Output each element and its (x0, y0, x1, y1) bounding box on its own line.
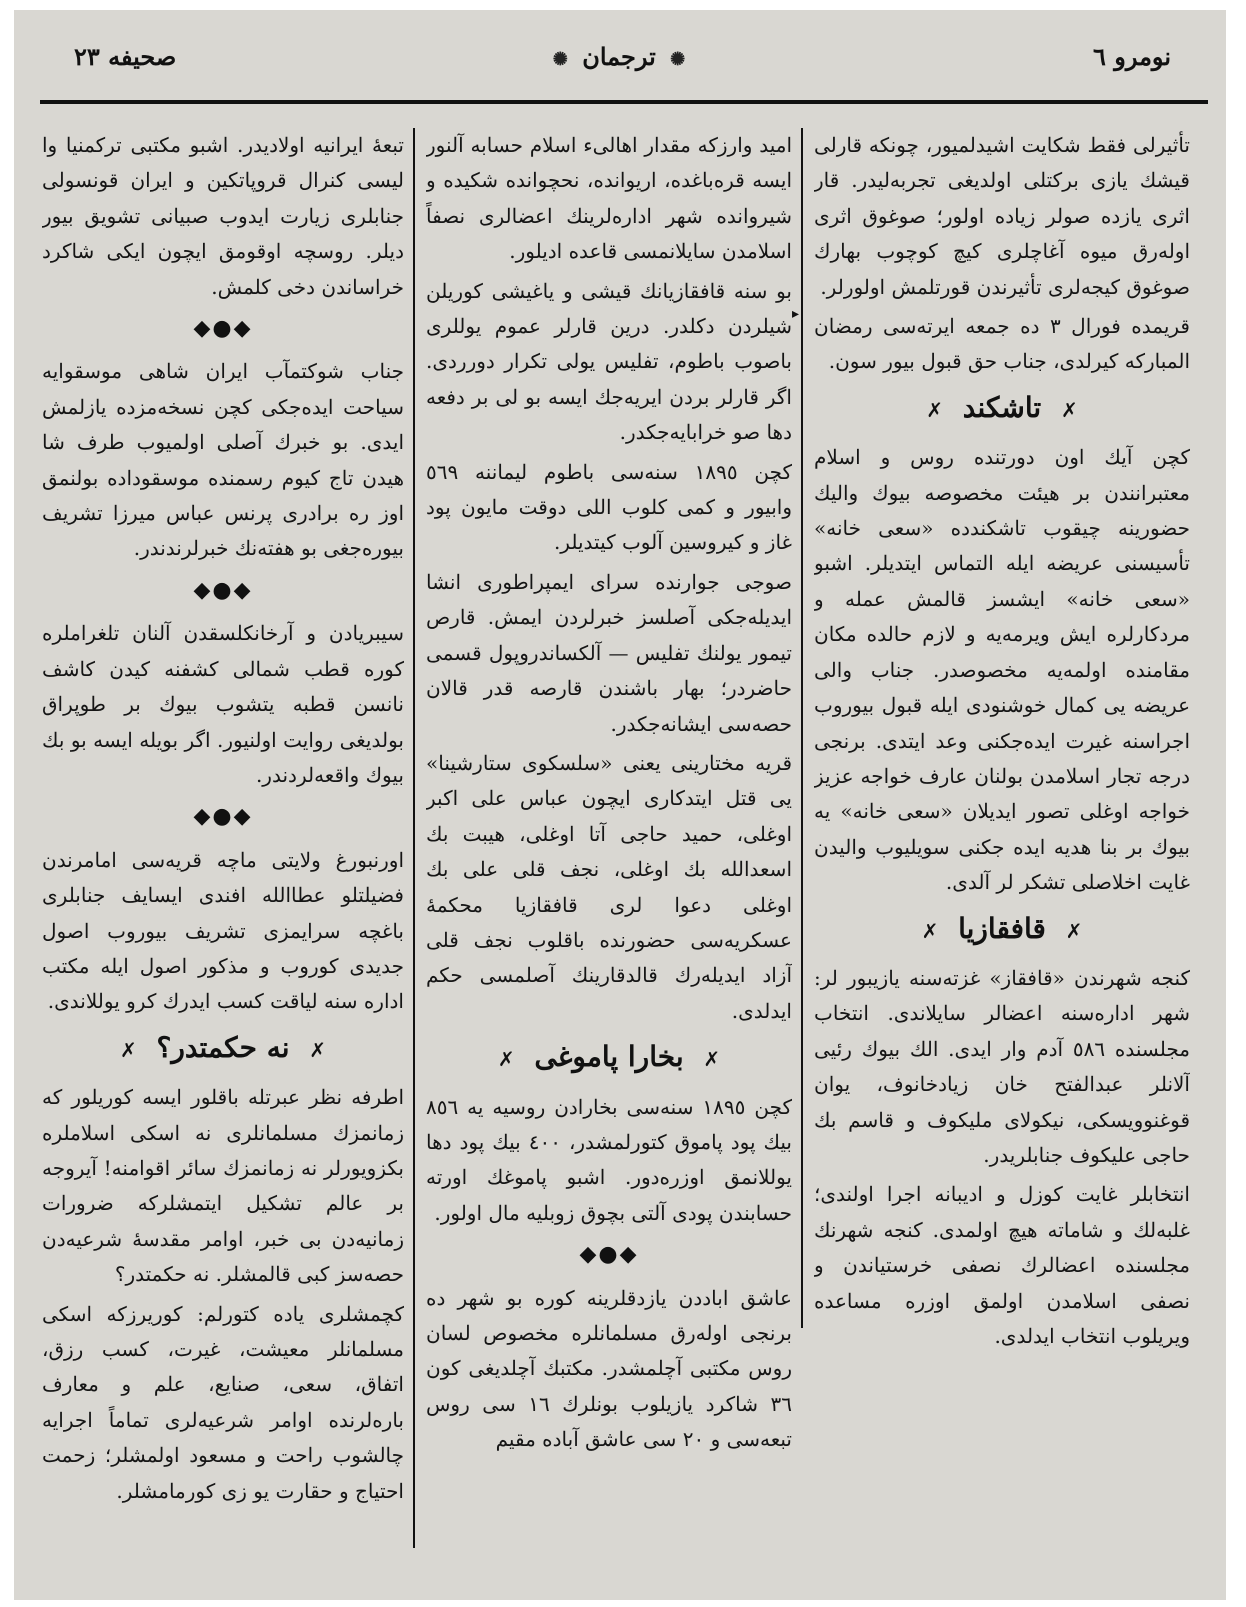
section-heading (814, 911, 1190, 949)
article-paragraph: اميد وارزكه مقدار اهالیء اسلام حسابه آلنور ايسه قره‌باغده، اريوانده، نحچوانده شكيده و شيروانده شهر اداره‌لرينك اعضالری نصفاً اسلامدن سايلانمسی قاعده اديلور. (426, 133, 792, 264)
article-paragraph: جناب شوكتمآب ايران شاهی موسقوايه سياحت ايده‌جكی كچن نسخه‌مزده يازلمش ايدی. بو خبرك آصلی اولميوب طرف شا هيدن تاج كيوم رسمنده موسقوداده بولنمق اوز ره برادری پرنس عباس ميرزا تشريف بيو‌ره‌جغی بو هفته‌نك خبرلرندندر. (42, 359, 404, 561)
article-paragraph: عاشق اباددن يازدقلرينه كوره بو شهر ده برنجی اوله‌رق مسلمانلره مخصوص لسان روس مكتبی آچلمشدر. مكتبك آچلديغی كون ٣٦ شاكرد يازيلوب بونلرك ١٦ سی روس تبعه‌سی و ٢٠ سی عاشق آباده مقيم (426, 1285, 792, 1452)
section-heading-text: قافقازيا (958, 911, 1046, 945)
article-paragraph: تأثيرلی فقط شكايت اشيدلميور، چونكه قار‌لی قيشك يازی بركتلی اولديغی تجربه‌ليدر. قار اثری يازده صولر زياده اولور؛ صوغوق اثری اوله‌رق ميوه آغاچلری كيچ كوچوب بهارك صوغوق كيجه‌لری تأثيرندن قورتلمش اولورلر. (814, 133, 1190, 299)
column-rule (413, 128, 415, 1548)
ornament-icon: ✗ (1065, 918, 1083, 943)
section-heading-text: تاشكند (962, 390, 1042, 424)
column-left (42, 128, 404, 1568)
ornament-icon: ✺ (552, 49, 568, 70)
article-paragraph: كچن ١٨٩٥ سنه‌سی باطوم ليماننه ٥٦٩ وابيور و كمی كلوب اللی دوقت مايون پود غاز و كيروسين آلوب كيتديلر. (426, 459, 792, 555)
separator-icon: ◆●◆ (579, 1242, 639, 1268)
article-paragraph: انتخابلر غايت كوزل و اديبانه اجرا اولندی؛ غلبه‌لك و شاماته هيچ اولمدی. كنجه شهرنك مجلسنده اعضالرك نصفی خر‌ستياندن و نصفی اسلامدن اولمق اوزره مساعده ويريلوب انتخاب ايدلدی. (814, 1182, 1190, 1348)
section-heading-text: نه حكمتدر؟ (156, 1030, 290, 1064)
section-heading (426, 1039, 792, 1077)
section-heading (42, 1030, 404, 1068)
article-paragraph: تبعهٔ ايرانيه اولاديدر. اشبو مكتبی تركمنيا وا ليسی كنرال قروپاتكين و ايران قونسولی جنابلری زيارت ايدوب صبيانی تشويق بيور ديلر. روسچه اوقومق ايچون ايكی شاكرد خراساندن دخی كلمش. (42, 133, 404, 299)
separator-icon: ◆●◆ (193, 804, 253, 830)
article-paragraph: كچن ١٨٩٥ سنه‌سی بخارادن روسيه يه ٨٥٦ بيك پود پاموق كتورلمشدر، ٤٠٠ بيك پود دها يوللانمق اوزره‌دور. اشبو پاموغك اورته حسابندن پودی آلتی بچوق زوبليه مال اولور. (426, 1094, 792, 1225)
article-paragraph: سيبريادن و آرخانكلسقدن آلنان تلغرا‌ملره كوره قطب شمالی كشفنه كيدن كاشف نانسن قطبه يتشوب بيوك بر طوپراق بو‌لديغی روايت اولنيور. اگر بويله ايسه بو بك بيوك واقعه‌لردندر. (42, 621, 404, 787)
article-paragraph: اورنبورغ ولايتی ماچه قريه‌سی امامرندن فضيلتلو عطاالله افندی ايسايف جنابلری باغچه سرايمزی تشريف بيوروب اصول جديدی كوروب و مذكور اصول ايله مكتب اداره سنه لياقت كسب ايدرك كرو يوللاندی. (42, 847, 404, 1014)
ornament-icon: ✗ (119, 1037, 137, 1062)
section-heading-text: بخارا پاموغی (534, 1040, 684, 1074)
ornament-icon: ✗ (921, 918, 939, 943)
page-number: صحيفه ٢٣ (74, 42, 177, 71)
newspaper-page (14, 10, 1226, 1600)
article-paragraph: كنجه شهرندن «قافقاز» غزته‌سنه يازيبور لر: شهر اداره‌سنه اعضالر سايلاندی. انتخاب مجلسنده ٥٨٦ آدم وار ايدی. الك بيوك رئيی آلانلر عبدالفتح خان زيادخانوف، يوان قوغنوويسكی، نيكولای مليكوف و قاسم بك حاجی عليكوف جنابلريدر. (814, 965, 1190, 1167)
ornament-icon: ✗ (703, 1047, 721, 1072)
article-paragraph: اطرفه نظر عبرتله باقلور ايسه كوريلور كه زمانمزك مسلمانلری نه اسكی اسلاملره بكزويورلر نه زمانمزك سائر اقوامنه! آيروجه بر عالم تشكيل ايتمشلركه ضرورات زمانيه‌دن بی خبر، اوامر مقدسهٔ شرعيه‌دن حصه‌سز كبی قالمشلر. نه حكمتدر؟ (42, 1085, 404, 1287)
ornament-icon: ✗ (1060, 397, 1078, 422)
header-rule (40, 100, 1208, 104)
issue-number: نومرو ٦ (1092, 42, 1171, 71)
article-paragraph: بو سنه قافقازيانك قيشی و ياغيشی كو‌ريلن شيلردن دكلدر. درين قارلر عموم يو‌للری باصوب باطوم، تفليس يولی تكرار دورردی. اگر قارلر بردن ايريه‌جك ايسه بو لی بر دفعه دها صو خرابايه‌جكدر. (426, 278, 792, 445)
separator-icon: ◆●◆ (193, 577, 253, 603)
separator-icon: ◆●◆ (193, 316, 253, 342)
page-header (14, 10, 1226, 100)
margin-mark-icon: ▸ (792, 306, 800, 322)
masthead-text: ترجمان (582, 42, 656, 71)
article-paragraph: قريمده فورال ٣ ده جمعه ايرته‌سی رمضان المباركه كيرلدی، جناب حق قبول بيور سون. (814, 314, 1190, 374)
column-rule (801, 128, 803, 1328)
article-paragraph: كچمشلری ياده كتورلم: كوريرزكه اسكی مسلمانلر معيشت، غيرت، كسب رزق، اتفاق، سعی، صنايع، علم و معارف باره‌لرنده اوامر شرعيه‌لری تماماً اجرايه چالشوب راحت و مسعود اولمشلر؛ زحمت احتياج و حقارت يو زی كورمامشلر. (42, 1301, 404, 1503)
article-paragraph: صوجی جوارنده سرای ايمپراطوری انشا ايديله‌جكی آصلسز خبرلردن ايمش. قارص تيمور يولنك تفليس — آلكساندروپول قسمی حاضردر؛ بهار باشندن قارصه قدر قالان حصه‌سی ايشانه‌جكدر. (426, 569, 792, 736)
masthead-title (534, 42, 704, 71)
column-middle (426, 128, 792, 1568)
article-paragraph: قريه مختارينی يعنی «سلسكوی ستارشينا» يی قتل ايتدكاری ايچون عباس علی اكبر اوغلی، حميد حاجی آتا اوغلی، هيبت بك اسعدالله بك اوغلی، نجف قلی علی بك اوغلی دعوا لری قافقازيا محكمهٔ عسكريه‌سی حضورنده باقلوب نجف قلی آزاد ايديله‌رك قالدقارينك آصلمسی حكم ايدلدی. (426, 750, 792, 1023)
section-heading (814, 390, 1190, 428)
ornament-icon: ✺ (670, 49, 686, 70)
ornament-icon: ✗ (497, 1047, 515, 1072)
article-paragraph: كچن آيك اون دورتنده روس و اسلام معتبرانندن بر هيئت مخصوصه بيوك واليك حضورينه چيقوب تاشكندده «سعی خانه» تأسيسنی عريضه ايله التماس ايتديلر. اشبو «سعی خانه» ايشسز قالمش عمله و مردكار‌لره ايش ويرمه‌يه و لازم حالده مكان مقا‌منده اولمه‌يه مخصوصدر. جناب والی عريضه يی كمال خوشنودی ايله قبول بيوروب اجراسنه غيرت ايده‌جكنی وعد ايتدی. بر‌نجی درجه تجار اسلامدن بولنان عارف خواجه عزيز خواجه اوغلی تصور ايديلان «سعی خانه» يه بيوك بر بنا هديه ايده جكنی سويليوب واليدن غايت اخلاصلی تشكر لر آلدی. (814, 445, 1190, 895)
ornament-icon: ✗ (926, 397, 944, 422)
ornament-icon: ✗ (309, 1037, 327, 1062)
column-right (814, 128, 1190, 1568)
